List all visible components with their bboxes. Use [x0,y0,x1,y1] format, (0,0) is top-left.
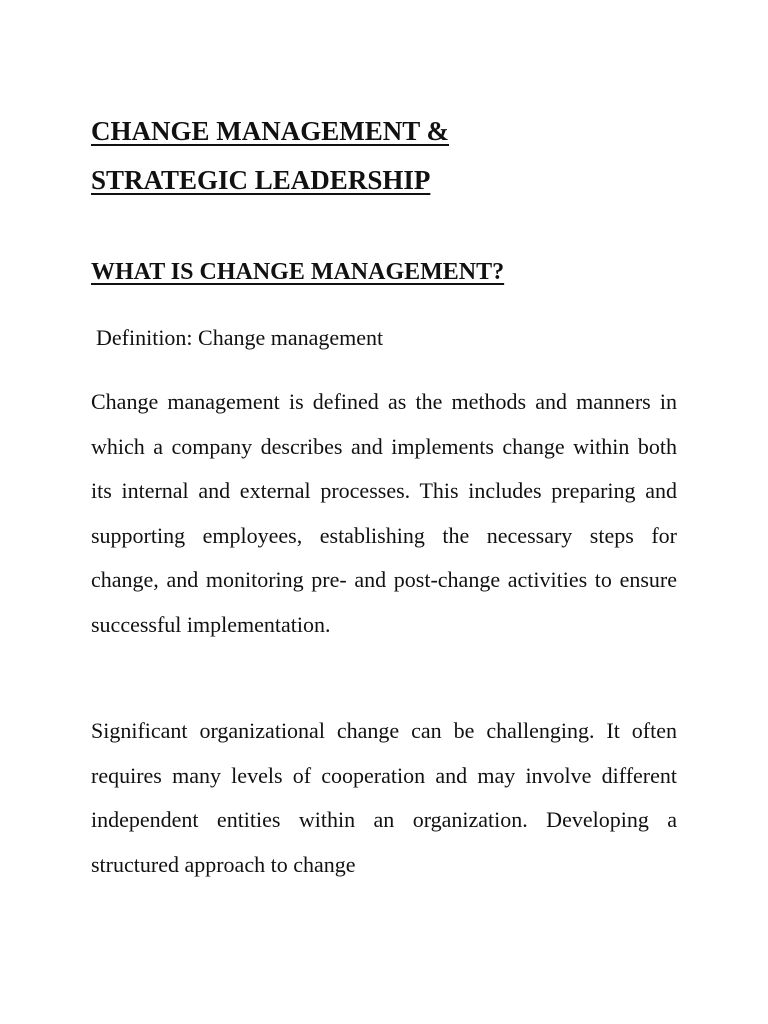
document-title-line-1: CHANGE MANAGEMENT & [91,116,450,146]
body-paragraph-1: Change management is defined as the methods and manners in which a company describes and implements change within both its internal and external processes. This includes preparing and supporting employees, establishing the necessary steps for change, and monitoring pre- and post-change activities to ensure successful implementation. [91,389,677,637]
body-paragraph-2: Significant organizational change can be challenging. It often requires many levels of cooperation and may involve different independent entities within an organization. Developing a structured approach to change [91,718,677,877]
document-title [91,107,449,205]
section-heading: WHAT IS CHANGE MANAGEMENT? [91,259,505,285]
definition-label: Definition: Change management [96,325,384,350]
document-title-line-2: STRATEGIC LEADERSHIP [91,165,431,195]
